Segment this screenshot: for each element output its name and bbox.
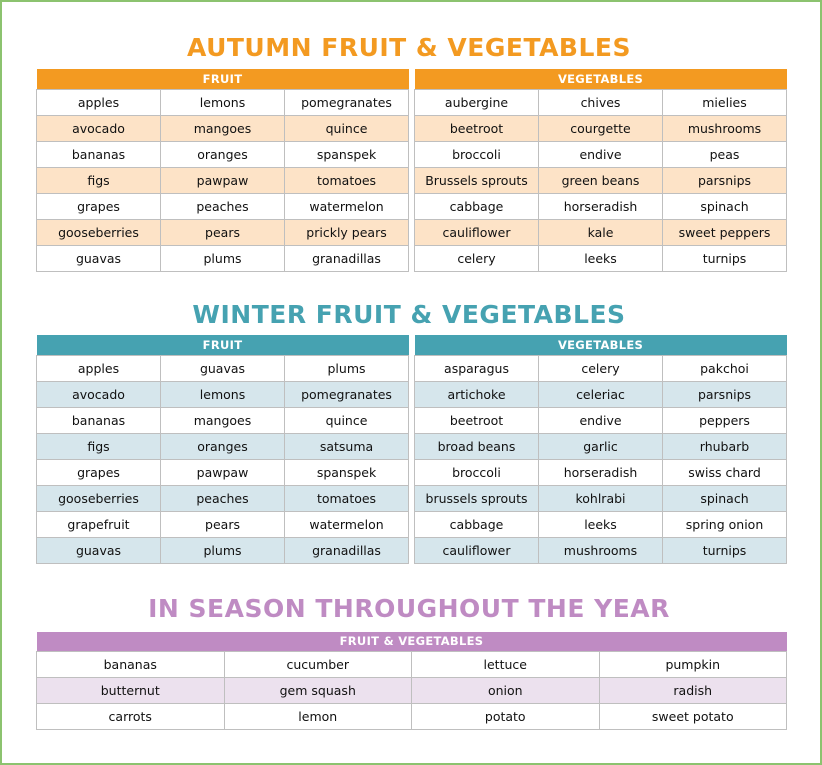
- table-cell: artichoke: [415, 381, 539, 407]
- table-cell: gooseberries: [37, 485, 161, 511]
- table-row: [415, 459, 787, 485]
- table-cell: broad beans: [415, 433, 539, 459]
- table-header: FRUIT & VEGETABLES: [37, 632, 787, 651]
- table-cell: plums: [285, 355, 409, 381]
- table-cell: kohlrabi: [539, 485, 663, 511]
- table-cell: granadillas: [285, 537, 409, 563]
- table-cell: pawpaw: [161, 459, 285, 485]
- table-row: [415, 219, 787, 245]
- table-cell: avocado: [37, 381, 161, 407]
- table-cell: bananas: [37, 407, 161, 433]
- table-cell: horseradish: [539, 459, 663, 485]
- table-cell: cauliflower: [415, 219, 539, 245]
- table-row: [37, 485, 409, 511]
- winter-title: WINTER FRUIT & VEGETABLES: [192, 300, 626, 329]
- table-cell: tomatoes: [285, 485, 409, 511]
- table-cell: parsnips: [663, 381, 787, 407]
- table-cell: peas: [663, 141, 787, 167]
- table-header: VEGETABLES: [415, 69, 787, 89]
- table-cell: cabbage: [415, 511, 539, 537]
- table-row: [415, 141, 787, 167]
- table-row: [415, 433, 787, 459]
- table-cell: satsuma: [285, 433, 409, 459]
- table-row: [37, 167, 409, 193]
- table-cell: pakchoi: [663, 355, 787, 381]
- table-cell: kale: [539, 219, 663, 245]
- table-row: [415, 245, 787, 271]
- table-cell: lemon: [224, 703, 412, 729]
- autumn-fruit-body: [37, 69, 409, 271]
- table-cell: figs: [37, 433, 161, 459]
- table-cell: swiss chard: [663, 459, 787, 485]
- table-cell: spinach: [663, 193, 787, 219]
- table-cell: plums: [161, 245, 285, 271]
- table-cell: oranges: [161, 433, 285, 459]
- table-cell: pomegranates: [285, 381, 409, 407]
- table-cell: apples: [37, 89, 161, 115]
- table-row: [37, 459, 409, 485]
- autumn-vegetables-table: [414, 69, 787, 272]
- table-cell: beetroot: [415, 407, 539, 433]
- table-header: VEGETABLES: [415, 335, 787, 355]
- table-row: [415, 381, 787, 407]
- table-cell: spinach: [663, 485, 787, 511]
- table-cell: grapes: [37, 193, 161, 219]
- table-cell: pears: [161, 511, 285, 537]
- table-row: [37, 355, 409, 381]
- table-cell: spring onion: [663, 511, 787, 537]
- table-cell: courgette: [539, 115, 663, 141]
- table-row: [415, 193, 787, 219]
- table-row: [37, 193, 409, 219]
- table-cell: chives: [539, 89, 663, 115]
- table-cell: watermelon: [285, 193, 409, 219]
- table-row: [37, 511, 409, 537]
- table-row: [415, 511, 787, 537]
- table-cell: horseradish: [539, 193, 663, 219]
- table-cell: grapefruit: [37, 511, 161, 537]
- table-cell: tomatoes: [285, 167, 409, 193]
- table-row: [37, 89, 409, 115]
- table-cell: pomegranates: [285, 89, 409, 115]
- table-cell: asparagus: [415, 355, 539, 381]
- table-cell: aubergine: [415, 89, 539, 115]
- table-row: [415, 115, 787, 141]
- table-cell: leeks: [539, 245, 663, 271]
- table-cell: mushrooms: [539, 537, 663, 563]
- table-cell: green beans: [539, 167, 663, 193]
- table-cell: sweet potato: [599, 703, 787, 729]
- table-row: [37, 115, 409, 141]
- year-round-body: [37, 632, 787, 729]
- table-cell: cauliflower: [415, 537, 539, 563]
- table-cell: peaches: [161, 485, 285, 511]
- table-cell: rhubarb: [663, 433, 787, 459]
- table-row: [37, 407, 409, 433]
- table-cell: spanspek: [285, 459, 409, 485]
- autumn-title: AUTUMN FRUIT & VEGETABLES: [187, 33, 631, 62]
- table-cell: bananas: [37, 651, 225, 677]
- table-row: [37, 245, 409, 271]
- table-row: [37, 537, 409, 563]
- year-title: IN SEASON THROUGHOUT THE YEAR: [148, 594, 670, 623]
- table-cell: avocado: [37, 115, 161, 141]
- table-cell: celery: [539, 355, 663, 381]
- table-cell: mielies: [663, 89, 787, 115]
- table-cell: guavas: [37, 245, 161, 271]
- table-row: [415, 355, 787, 381]
- table-row: [37, 433, 409, 459]
- table-cell: celery: [415, 245, 539, 271]
- table-cell: spanspek: [285, 141, 409, 167]
- table-cell: mushrooms: [663, 115, 787, 141]
- table-cell: pumpkin: [599, 651, 787, 677]
- table-row: [37, 219, 409, 245]
- table-cell: plums: [161, 537, 285, 563]
- table-cell: oranges: [161, 141, 285, 167]
- table-cell: pawpaw: [161, 167, 285, 193]
- winter-fruit-body: [37, 335, 409, 563]
- table-cell: mangoes: [161, 407, 285, 433]
- table-row: [37, 381, 409, 407]
- table-header: FRUIT: [37, 335, 409, 355]
- year-round-table: [36, 632, 787, 730]
- table-cell: turnips: [663, 245, 787, 271]
- table-cell: apples: [37, 355, 161, 381]
- table-cell: garlic: [539, 433, 663, 459]
- table-cell: sweet peppers: [663, 219, 787, 245]
- winter-fruit-table: [36, 335, 409, 564]
- table-row: [415, 167, 787, 193]
- table-cell: peaches: [161, 193, 285, 219]
- table-cell: peppers: [663, 407, 787, 433]
- table-cell: onion: [412, 677, 600, 703]
- winter-vegetables-body: [415, 335, 787, 563]
- table-row: [415, 89, 787, 115]
- table-cell: watermelon: [285, 511, 409, 537]
- table-header: FRUIT: [37, 69, 409, 89]
- table-cell: granadillas: [285, 245, 409, 271]
- table-cell: gooseberries: [37, 219, 161, 245]
- table-cell: endive: [539, 407, 663, 433]
- table-row: [37, 651, 787, 677]
- table-cell: pears: [161, 219, 285, 245]
- table-cell: parsnips: [663, 167, 787, 193]
- table-cell: radish: [599, 677, 787, 703]
- table-cell: prickly pears: [285, 219, 409, 245]
- table-cell: lemons: [161, 89, 285, 115]
- table-cell: gem squash: [224, 677, 412, 703]
- table-cell: broccoli: [415, 459, 539, 485]
- table-cell: Brussels sprouts: [415, 167, 539, 193]
- table-row: [415, 537, 787, 563]
- winter-vegetables-table: [414, 335, 787, 564]
- table-cell: bananas: [37, 141, 161, 167]
- table-cell: figs: [37, 167, 161, 193]
- table-cell: potato: [412, 703, 600, 729]
- table-row: [415, 407, 787, 433]
- table-cell: carrots: [37, 703, 225, 729]
- table-cell: mangoes: [161, 115, 285, 141]
- table-cell: broccoli: [415, 141, 539, 167]
- table-cell: celeriac: [539, 381, 663, 407]
- table-cell: quince: [285, 115, 409, 141]
- autumn-fruit-table: [36, 69, 409, 272]
- autumn-vegetables-body: [415, 69, 787, 271]
- table-cell: quince: [285, 407, 409, 433]
- table-cell: grapes: [37, 459, 161, 485]
- table-cell: beetroot: [415, 115, 539, 141]
- table-cell: endive: [539, 141, 663, 167]
- table-row: [415, 485, 787, 511]
- table-cell: lemons: [161, 381, 285, 407]
- table-cell: guavas: [161, 355, 285, 381]
- table-cell: guavas: [37, 537, 161, 563]
- table-cell: cucumber: [224, 651, 412, 677]
- table-row: [37, 703, 787, 729]
- table-cell: leeks: [539, 511, 663, 537]
- table-row: [37, 141, 409, 167]
- table-cell: butternut: [37, 677, 225, 703]
- table-cell: brussels sprouts: [415, 485, 539, 511]
- table-cell: cabbage: [415, 193, 539, 219]
- table-cell: lettuce: [412, 651, 600, 677]
- table-row: [37, 677, 787, 703]
- table-cell: turnips: [663, 537, 787, 563]
